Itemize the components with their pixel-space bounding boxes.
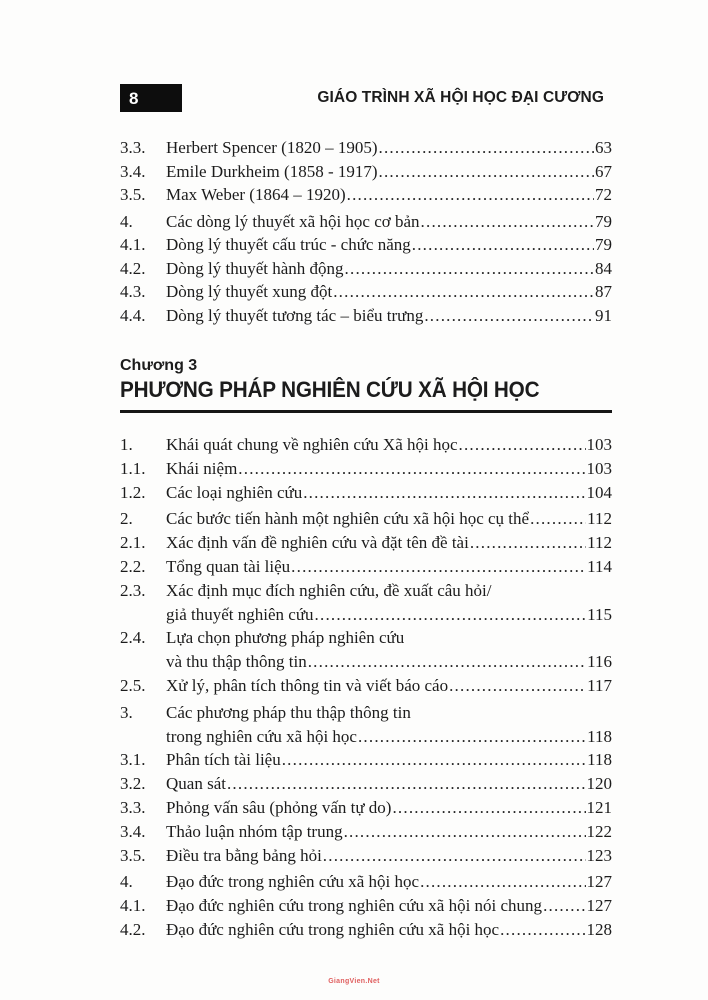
toc-entry-title: Khái niệm	[166, 458, 238, 478]
toc-entry-body	[166, 579, 612, 627]
toc-entry-number: 2.4.	[120, 628, 146, 648]
toc-entry-body	[166, 870, 612, 894]
dot-leader	[449, 674, 586, 698]
page-number: 8	[129, 88, 139, 108]
toc-entry-line	[166, 507, 612, 531]
toc-entry-page: 118	[587, 750, 612, 770]
dot-leader	[308, 650, 586, 674]
toc-entry-page: 127	[586, 872, 612, 892]
toc-entry	[120, 870, 612, 894]
toc-entry-title: Thảo luận nhóm tập trung	[166, 821, 343, 841]
toc-entry-line	[166, 626, 612, 650]
toc-section-top	[120, 136, 612, 327]
toc-entry	[120, 844, 612, 868]
dot-leader	[227, 772, 586, 796]
toc-entry-line	[166, 772, 612, 796]
toc-entry-body	[166, 555, 612, 579]
toc-entry-title: Herbert Spencer (1820 – 1905)	[166, 138, 378, 157]
dot-leader	[358, 725, 586, 749]
toc-entry-title: Tổng quan tài liệu	[166, 556, 291, 576]
toc-entry-title: Phỏng vấn sâu (phỏng vấn tự do)	[166, 797, 392, 817]
toc-section-main	[120, 430, 612, 942]
toc-entry-title: Khái quát chung về nghiên cứu Xã hội học	[166, 435, 458, 454]
watermark: GiangVien.Net	[328, 978, 380, 985]
toc-entry-line	[166, 748, 612, 772]
toc-entry	[120, 796, 612, 820]
dot-leader	[424, 304, 594, 328]
toc-entry-number: 2.2.	[120, 556, 146, 576]
toc-entry-number: 3.5.	[120, 185, 146, 204]
toc-entry-line	[166, 160, 612, 184]
toc-entry	[120, 579, 612, 627]
toc-entry-title: Đạo đức nghiên cứu trong nghiên cứu xã hội nói chung	[166, 896, 543, 916]
toc-entry-line	[166, 844, 612, 868]
toc-entry-body	[166, 918, 612, 942]
toc-entry-line	[166, 481, 612, 505]
toc-entry-line	[166, 650, 612, 674]
toc-entry-line	[166, 257, 612, 281]
toc-entry-line	[166, 304, 612, 328]
toc-entry-body	[166, 136, 612, 160]
toc-entry-number: 2.	[120, 509, 133, 529]
toc-entry-title: Đạo đức nghiên cứu trong nghiên cứu xã hội học	[166, 919, 500, 939]
toc-entry-page: 103	[586, 435, 612, 454]
toc-entry-body	[166, 183, 612, 207]
toc-entry-number: 4.4.	[120, 305, 146, 325]
toc-entry-number: 3.3.	[120, 797, 146, 817]
toc-entry	[120, 183, 612, 207]
toc-entry-title: Xử lý, phân tích thông tin và viết báo cáo	[166, 675, 449, 695]
toc-entry-title: Các loại nghiên cứu	[166, 482, 303, 502]
toc-entry-line	[166, 136, 612, 160]
toc-entry-body	[166, 772, 612, 796]
toc-entry-line	[166, 210, 612, 234]
toc-entry-page: 117	[587, 675, 612, 695]
toc-entry	[120, 160, 612, 184]
dot-leader	[315, 603, 587, 627]
toc-entry-line	[166, 531, 612, 555]
toc-entry-body	[166, 796, 612, 820]
dot-leader	[543, 894, 585, 918]
toc-entry-number: 3.4.	[120, 821, 146, 841]
toc-entry-line	[166, 433, 612, 457]
toc-entry	[120, 626, 612, 674]
toc-entry-title: Lựa chọn phương pháp nghiên cứu	[166, 628, 405, 648]
toc-entry-number: 3.5.	[120, 845, 146, 865]
toc-entry-number: 1.	[120, 435, 133, 454]
toc-entry	[120, 772, 612, 796]
dot-leader	[238, 457, 585, 481]
toc-entry-title: và thu thập thông tin	[166, 652, 307, 672]
toc-entry-page: 72	[595, 185, 612, 204]
toc-entry	[120, 210, 612, 234]
toc-entry-number: 3.	[120, 702, 133, 722]
dot-leader	[347, 183, 594, 207]
toc-entry-title: Dòng lý thuyết hành động	[166, 258, 344, 278]
toc-entry-title: Điều tra bằng bảng hỏi	[166, 845, 322, 865]
page-header	[120, 84, 604, 112]
toc-entry-number: 4.	[120, 872, 133, 892]
toc-entry-page: 115	[587, 604, 612, 624]
toc-entry-body	[166, 210, 612, 234]
toc-entry-number: 4.2.	[120, 919, 146, 939]
toc-entry-page: 103	[586, 458, 612, 478]
toc-entry-line	[166, 701, 612, 725]
chapter-label: Chương 3	[120, 357, 198, 374]
toc-entry-title: Xác định mục đích nghiên cứu, đề xuất câu hỏi/	[166, 580, 492, 600]
toc-entry-page: 63	[595, 138, 612, 157]
toc-entry-number: 2.5.	[120, 675, 146, 695]
toc-entry-page: 118	[587, 726, 612, 746]
dot-leader	[420, 870, 585, 894]
toc-entry-title: giả thuyết nghiên cứu	[166, 604, 314, 624]
toc-entry-body	[166, 280, 612, 304]
toc-entry-title: Dòng lý thuyết tương tác – biểu trưng	[166, 305, 424, 325]
toc-entry-title: Quan sát	[166, 774, 226, 794]
dot-leader	[412, 233, 594, 257]
toc-entry-number: 2.3.	[120, 580, 146, 600]
toc-entry-line	[166, 674, 612, 698]
toc-entry-number: 4.1.	[120, 896, 146, 916]
toc-entry-body	[166, 844, 612, 868]
toc-entry-body	[166, 257, 612, 281]
chapter-title: PHƯƠNG PHÁP NGHIÊN CỨU XÃ HỘI HỌC	[120, 377, 540, 403]
toc-entry-title: Dòng lý thuyết xung đột	[166, 282, 333, 301]
toc-entry-body	[166, 626, 612, 674]
toc-entry-number: 1.1.	[120, 458, 146, 478]
toc-entry-body	[166, 233, 612, 257]
toc-entry-page: 87	[595, 282, 612, 301]
toc-entry	[120, 280, 612, 304]
running-title: GIÁO TRÌNH XÃ HỘI HỌC ĐẠI CƯƠNG	[317, 89, 604, 106]
toc-entry-page: 114	[587, 556, 612, 576]
toc-entry-page: 79	[595, 235, 612, 254]
toc-entry-body	[166, 507, 612, 531]
dot-leader	[470, 531, 586, 555]
toc-entry-number: 2.1.	[120, 533, 146, 553]
dot-leader	[379, 160, 594, 184]
toc-entry-body	[166, 304, 612, 328]
dot-leader	[323, 844, 586, 868]
dot-leader	[500, 918, 585, 942]
toc-entry	[120, 894, 612, 918]
toc-entry-body	[166, 748, 612, 772]
toc-entry	[120, 433, 612, 457]
toc-entry-body	[166, 160, 612, 184]
dot-leader	[303, 481, 585, 505]
dot-leader	[282, 748, 586, 772]
toc-entry-page: 91	[595, 305, 612, 325]
toc-entry	[120, 748, 612, 772]
toc-entry	[120, 257, 612, 281]
chapter-heading	[120, 356, 612, 413]
dot-leader	[345, 257, 594, 281]
toc-entry-page: 112	[587, 509, 612, 529]
toc-entry-title: Các dòng lý thuyết xã hội học cơ bản	[166, 211, 420, 231]
toc-entry-page: 123	[586, 845, 612, 865]
dot-leader	[392, 796, 585, 820]
toc-entry-page: 121	[586, 797, 612, 817]
toc-entry-number: 4.	[120, 211, 133, 231]
dot-leader	[344, 820, 586, 844]
toc-entry	[120, 531, 612, 555]
toc-entry	[120, 481, 612, 505]
toc-entry-title: Max Weber (1864 – 1920)	[166, 185, 346, 204]
toc-entry-line	[166, 183, 612, 207]
toc-entry-title: Xác định vấn đề nghiên cứu và đặt tên đề tài	[166, 533, 469, 553]
toc-entry-body	[166, 531, 612, 555]
toc-entry-page: 128	[586, 919, 612, 939]
toc-entry-line	[166, 725, 612, 749]
dot-leader	[530, 507, 586, 531]
toc-entry-body	[166, 433, 612, 457]
toc-entry-page: 122	[586, 821, 612, 841]
toc-entry-page: 112	[587, 533, 612, 553]
toc-entry-body	[166, 457, 612, 481]
toc-entry-page: 104	[586, 482, 612, 502]
toc-entry-number: 3.2.	[120, 774, 146, 794]
toc-entry-line	[166, 233, 612, 257]
toc-entry-number: 3.4.	[120, 161, 146, 181]
toc-entry	[120, 136, 612, 160]
toc-entry-number: 3.3.	[120, 138, 146, 157]
toc-entry-title: Đạo đức trong nghiên cứu xã hội học	[166, 872, 420, 892]
toc-entry-line	[166, 918, 612, 942]
dot-leader	[291, 555, 586, 579]
toc-entry-line	[166, 555, 612, 579]
dot-leader	[333, 280, 594, 304]
toc-entry-page: 116	[587, 652, 612, 672]
toc-entry-line	[166, 457, 612, 481]
toc-entry-page: 120	[586, 774, 612, 794]
toc-entry-body	[166, 674, 612, 698]
toc-entry-number: 4.2.	[120, 258, 146, 278]
toc-entry-line	[166, 820, 612, 844]
toc-entry-line	[166, 280, 612, 304]
toc-entry-body	[166, 701, 612, 749]
toc-entry-line	[166, 603, 612, 627]
toc-entry-line	[166, 579, 612, 603]
toc-entry	[120, 457, 612, 481]
toc-entry-title: trong nghiên cứu xã hội học	[166, 726, 357, 746]
toc-entry	[120, 233, 612, 257]
toc-entry-body	[166, 481, 612, 505]
toc-entry-number: 4.3.	[120, 282, 146, 301]
dot-leader	[459, 433, 586, 457]
toc-entry-title: Phân tích tài liệu	[166, 750, 281, 770]
toc-entry-line	[166, 796, 612, 820]
page-number-box	[120, 84, 182, 112]
toc-entry-page: 79	[595, 211, 612, 231]
toc-entry-title: Các phương pháp thu thập thông tin	[166, 702, 411, 722]
toc-entry-title: Dòng lý thuyết cấu trúc - chức năng	[166, 235, 411, 254]
toc-entry-page: 67	[595, 161, 612, 181]
toc-entry-line	[166, 870, 612, 894]
toc-entry	[120, 507, 612, 531]
toc-entry-page: 84	[595, 258, 612, 278]
toc-entry-page: 127	[586, 896, 612, 916]
toc-entry-line	[166, 894, 612, 918]
toc-entry-number: 4.1.	[120, 235, 146, 254]
toc-entry-body	[166, 894, 612, 918]
toc-entry	[120, 555, 612, 579]
toc-entry	[120, 918, 612, 942]
toc-entry	[120, 674, 612, 698]
toc-entry	[120, 820, 612, 844]
toc-entry-title: Các bước tiến hành một nghiên cứu xã hội học cụ thể	[166, 509, 530, 529]
toc-entry	[120, 701, 612, 749]
toc-entry	[120, 304, 612, 328]
dot-leader	[421, 210, 594, 234]
toc-entry-body	[166, 820, 612, 844]
toc-entry-number: 1.2.	[120, 482, 146, 502]
dot-leader	[379, 136, 595, 160]
toc-entry-title: Emile Durkheim (1858 - 1917)	[166, 161, 378, 181]
toc-entry-number: 3.1.	[120, 750, 146, 770]
